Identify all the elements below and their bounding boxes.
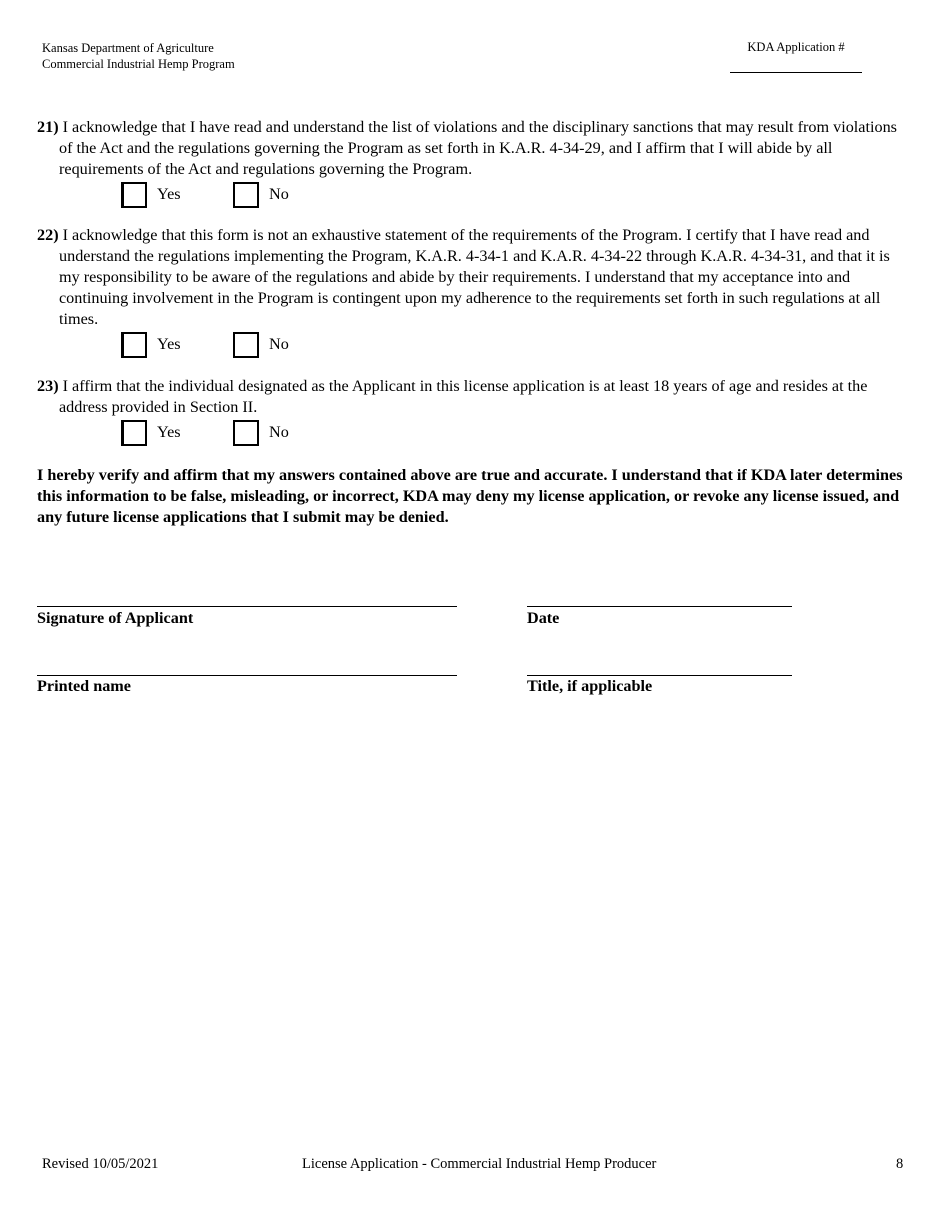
footer-doc-title: License Application - Commercial Industrial Hemp Producer (302, 1156, 657, 1172)
date-label: Date (527, 609, 560, 627)
footer-revised: Revised 10/05/2021 (42, 1156, 159, 1172)
yes-checkbox[interactable] (121, 420, 147, 446)
title-label: Title, if applicable (527, 677, 653, 695)
no-checkbox[interactable] (233, 182, 259, 208)
signature-line[interactable] (37, 606, 457, 607)
no-label: No (269, 185, 289, 203)
signature-label: Signature of Applicant (37, 609, 194, 627)
footer-page-number: 8 (896, 1156, 904, 1172)
app-number-field[interactable] (730, 72, 862, 73)
date-line[interactable] (527, 606, 792, 607)
question-number: 22) (37, 226, 59, 244)
yes-no-group (37, 418, 909, 452)
no-checkbox[interactable] (233, 332, 259, 358)
yes-label: Yes (157, 185, 181, 203)
yes-checkbox[interactable] (121, 182, 147, 208)
yes-label: Yes (157, 335, 181, 353)
yes-no-group (37, 180, 909, 214)
printed-name-line[interactable] (37, 675, 457, 676)
question-text: I acknowledge that I have read and understand the list of violations and the disciplinary sanctions that may result from violations of the Act and the regulations governing the Program as set forth in K.A.R. 4-34-29, and I affirm that I will abide by all requirements of the Act and regulations governing the Program. (59, 118, 897, 178)
question-22 (37, 225, 909, 364)
no-label: No (269, 335, 289, 353)
header-org-line2: Commercial Industrial Hemp Program (42, 57, 235, 71)
question-text: I acknowledge that this form is not an exhaustive statement of the requirements of the Program. I certify that I have read and understand the regulations implementing the Program, K.A.R. 4-34-1 and K.A.R. 4-34-22 through K.A.R. 4-34-31, and that it is my responsibility to be aware of the regulations and abide by their requirements. I understand that my acceptance into and continuing involvement in the Program is contingent upon my adherence to the requirements set forth in such regulations at all times. (59, 226, 890, 328)
yes-label: Yes (157, 423, 181, 441)
no-label: No (269, 423, 289, 441)
title-line[interactable] (527, 675, 792, 676)
header-org-line1: Kansas Department of Agriculture (42, 41, 214, 55)
question-23 (37, 376, 909, 452)
yes-no-group (37, 330, 909, 364)
question-number: 23) (37, 377, 59, 395)
affirmation-statement: I hereby verify and affirm that my answers contained above are true and accurate. I understand that if KDA later determines this information to be false, misleading, or incorrect, KDA may deny my license application, or revoke any license issued, and any future license applications that I submit may be denied. (37, 466, 903, 526)
app-number-label: KDA Application # (747, 40, 845, 54)
no-checkbox[interactable] (233, 420, 259, 446)
yes-checkbox[interactable] (121, 332, 147, 358)
question-number: 21) (37, 118, 59, 136)
printed-name-label: Printed name (37, 677, 131, 695)
question-text: I affirm that the individual designated as the Applicant in this license application is at least 18 years of age and resides at the address provided in Section II. (59, 377, 868, 416)
question-21 (37, 117, 909, 214)
header-org (42, 40, 235, 72)
